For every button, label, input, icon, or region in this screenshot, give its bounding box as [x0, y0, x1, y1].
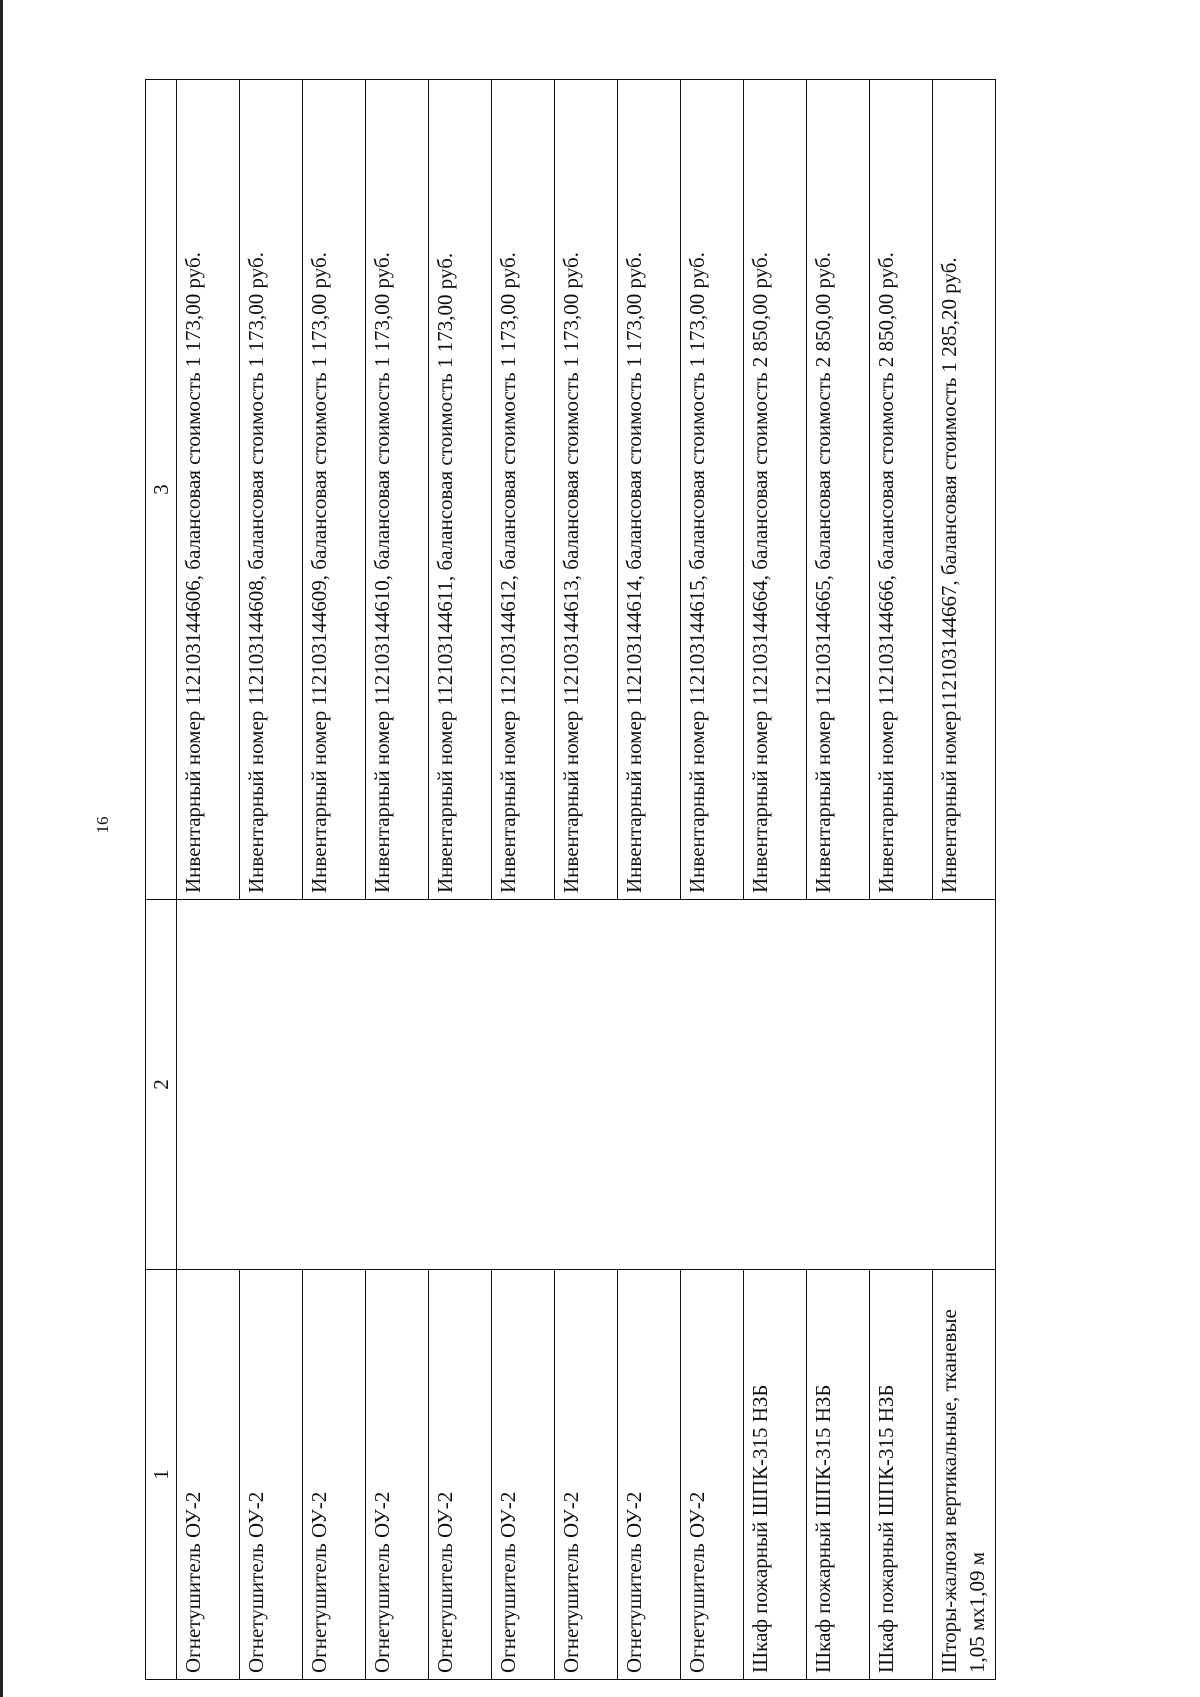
item-description-cell: Инвентарный номер112103144667, балансовая стоимость 1 285,20 руб. — [933, 80, 996, 900]
table-row — [555, 80, 618, 1680]
item-description-cell: Инвентарный номер 112103144608, балансовая стоимость 1 173,00 руб. — [240, 80, 303, 900]
item-description-cell: Инвентарный номер 112103144611, балансовая стоимость 1 173,00 руб. — [429, 80, 492, 900]
table-row — [366, 80, 429, 1680]
item-name-cell: Шкаф пожарный ШПК-315 НЗБ — [744, 1270, 807, 1680]
table-row — [933, 80, 996, 1680]
table-row — [807, 80, 870, 1680]
rotated-page — [145, 80, 1125, 1680]
page-number: 16 — [93, 816, 112, 834]
column-header-3: 3 — [146, 80, 177, 900]
item-description-cell: Инвентарный номер 112103144614, балансовая стоимость 1 173,00 руб. — [618, 80, 681, 900]
item-description-cell: Инвентарный номер 112103144665, балансовая стоимость 2 850,00 руб. — [807, 80, 870, 900]
item-name-cell: Огнетушитель ОУ-2 — [240, 1270, 303, 1680]
item-description-cell: Инвентарный номер 112103144664, балансовая стоимость 2 850,00 руб. — [744, 80, 807, 900]
table-row — [492, 80, 555, 1680]
table-row — [618, 80, 681, 1680]
table-row — [429, 80, 492, 1680]
column-header-2: 2 — [146, 900, 177, 1270]
item-description-cell: Инвентарный номер 112103144609, балансовая стоимость 1 173,00 руб. — [303, 80, 366, 900]
item-name-cell: Огнетушитель ОУ-2 — [681, 1270, 744, 1680]
table-row — [681, 80, 744, 1680]
item-description-cell: Инвентарный номер 112103144615, балансовая стоимость 1 173,00 руб. — [681, 80, 744, 900]
column-header-1: 1 — [146, 1270, 177, 1680]
item-name-cell: Шкаф пожарный ШПК-315 НЗБ — [807, 1270, 870, 1680]
item-description-cell: Инвентарный номер 112103144613, балансовая стоимость 1 173,00 руб. — [555, 80, 618, 900]
item-name-cell: Шкаф пожарный ШПК-315 НЗБ — [870, 1270, 933, 1680]
item-description-cell: Инвентарный номер 112103144666, балансовая стоимость 2 850,00 руб. — [870, 80, 933, 900]
table-body — [177, 80, 996, 1680]
scan-edge — [0, 0, 3, 1697]
item-description-cell: Инвентарный номер 112103144606, балансовая стоимость 1 173,00 руб. — [177, 80, 240, 900]
item-name-cell: Огнетушитель ОУ-2 — [492, 1270, 555, 1680]
item-name-cell: Огнетушитель ОУ-2 — [555, 1270, 618, 1680]
table-row — [240, 80, 303, 1680]
item-name-cell: Огнетушитель ОУ-2 — [177, 1270, 240, 1680]
table-row — [177, 80, 240, 1680]
item-name-cell: Огнетушитель ОУ-2 — [618, 1270, 681, 1680]
table-row — [744, 80, 807, 1680]
table-row — [303, 80, 366, 1680]
header-row — [146, 80, 177, 1680]
item-name-cell: Огнетушитель ОУ-2 — [303, 1270, 366, 1680]
item-name-cell: Шторы-жалюзи вертикальные, тканевые 1,05 мх1,09 м — [933, 1270, 996, 1680]
item-description-cell: Инвентарный номер 112103144610, балансовая стоимость 1 173,00 руб. — [366, 80, 429, 900]
item-name-cell: Огнетушитель ОУ-2 — [366, 1270, 429, 1680]
table-row — [870, 80, 933, 1680]
item-description-cell: Инвентарный номер 112103144612, балансовая стоимость 1 173,00 руб. — [492, 80, 555, 900]
item-name-cell: Огнетушитель ОУ-2 — [429, 1270, 492, 1680]
inventory-table — [145, 79, 996, 1680]
empty-column-2-cell — [177, 900, 996, 1270]
